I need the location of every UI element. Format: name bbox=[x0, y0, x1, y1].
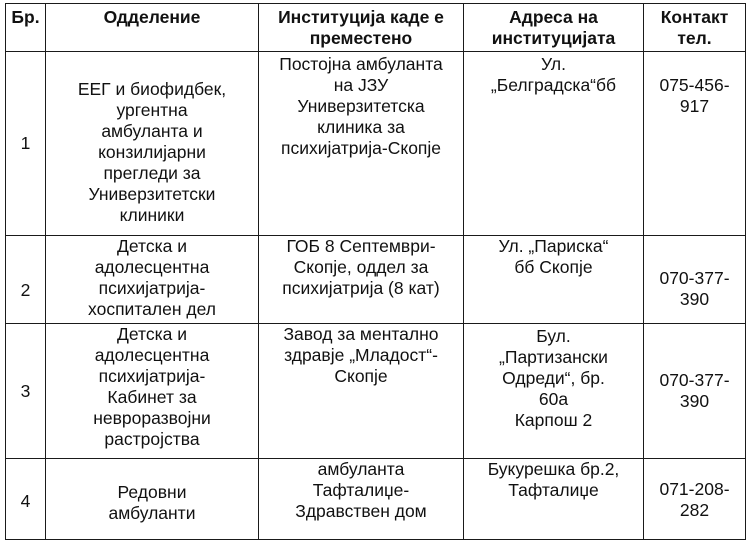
relocation-table bbox=[5, 3, 746, 540]
table-row bbox=[6, 236, 746, 324]
header-contact: Контакт тел. bbox=[644, 4, 746, 52]
address-cell: Ул. „Белградска“бб bbox=[464, 52, 644, 236]
contact-cell: 075-456- 917 bbox=[644, 52, 746, 236]
contact-cell: 070-377- 390 bbox=[644, 324, 746, 459]
address-cell: Бул. „Партизански Одреди“, бр. 60а Карпош 2 bbox=[464, 324, 644, 459]
institution-cell: ГОБ 8 Септември- Скопје, оддел за психијатрија (8 кат) bbox=[259, 236, 464, 324]
row-number-cell: 2 bbox=[6, 236, 46, 324]
header-institution: Институција каде е преместено bbox=[259, 4, 464, 52]
department-cell: Детска и адолесцентна психијатрија- хоспитален дел bbox=[46, 236, 259, 324]
table-row bbox=[6, 459, 746, 540]
institution-cell: амбуланта Тафталиџе- Здравствен дом bbox=[259, 459, 464, 540]
contact-cell: 071-208- 282 bbox=[644, 459, 746, 540]
department-cell: Редовни амбуланти bbox=[46, 459, 259, 540]
table-row bbox=[6, 52, 746, 236]
table-row bbox=[6, 324, 746, 459]
table-header-row bbox=[6, 4, 746, 52]
institution-cell: Завод за ментално здравје „Младост“- Скопје bbox=[259, 324, 464, 459]
header-department: Одделение bbox=[46, 4, 259, 52]
department-cell: ЕЕГ и биофидбек, ургентна амбуланта и конзилијарни прегледи за Универзитетски клиники bbox=[46, 52, 259, 236]
contact-cell: 070-377- 390 bbox=[644, 236, 746, 324]
department-cell: Детска и адолесцентна психијатрија- Кабинет за невроразвојни растројства bbox=[46, 324, 259, 459]
row-number-cell: 1 bbox=[6, 52, 46, 236]
address-cell: Букурешка бр.2, Тафталиџе bbox=[464, 459, 644, 540]
row-number-cell: 3 bbox=[6, 324, 46, 459]
address-cell: Ул. „Париска“ бб Скопје bbox=[464, 236, 644, 324]
header-number: Бр. bbox=[6, 4, 46, 52]
row-number-cell: 4 bbox=[6, 459, 46, 540]
header-address: Адреса на институцијата bbox=[464, 4, 644, 52]
institution-cell: Постојна амбуланта на ЈЗУ Универзитетска клиника за психијатрија-Скопје bbox=[259, 52, 464, 236]
